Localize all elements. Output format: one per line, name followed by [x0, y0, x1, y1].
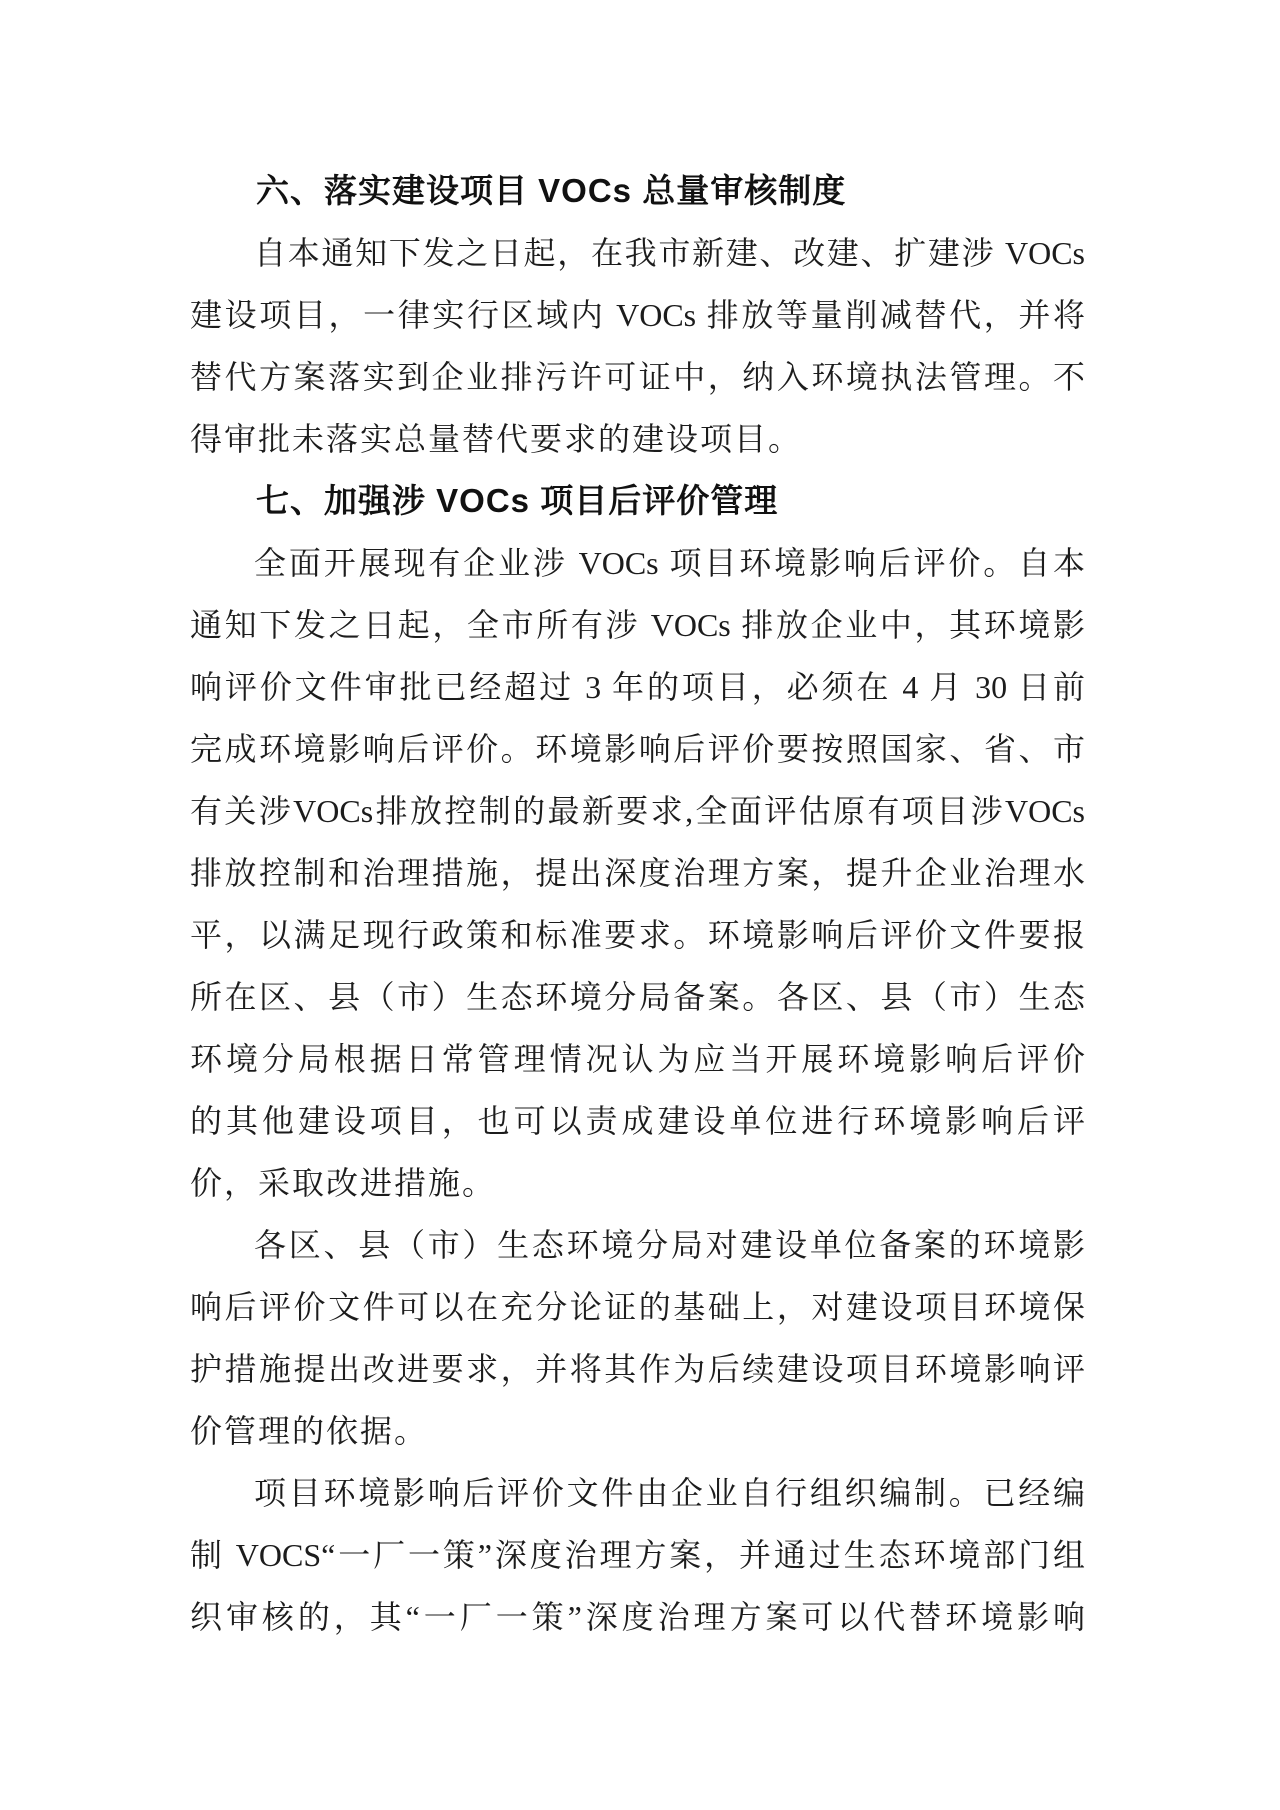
text-line: 响评价文件审批已经超过 3 年的项目，必须在 4 月 30 日前	[190, 669, 1085, 705]
text-line: 自本通知下发之日起，在我市新建、改建、扩建涉 VOCs	[254, 235, 1085, 271]
text-line: 价，采取改进措施。	[190, 1165, 497, 1201]
text-line: 项目环境影响后评价文件由企业自行组织编制。已经编	[254, 1475, 1085, 1511]
text-line: 环境分局根据日常管理情况认为应当开展环境影响后评价	[190, 1041, 1085, 1077]
text-line: 替代方案落实到企业排污许可证中，纳入环境执法管理。不	[190, 359, 1085, 395]
text-line: 平，以满足现行政策和标准要求。环境影响后评价文件要报	[190, 917, 1085, 953]
text-line: 全面开展现有企业涉 VOCs 项目环境影响后评价。自本	[254, 545, 1085, 581]
text-line: 制 VOCS“一厂一策”深度治理方案，并通过生态环境部门组	[190, 1537, 1085, 1573]
text-line: 建设项目，一律实行区域内 VOCs 排放等量削减替代，并将	[190, 297, 1085, 333]
text-line: 护措施提出改进要求，并将其作为后续建设项目环境影响评	[190, 1351, 1085, 1387]
section-heading-7: 七、加强涉 VOCs 项目后评价管理	[256, 482, 779, 519]
text-line: 完成环境影响后评价。环境影响后评价要按照国家、省、市	[190, 731, 1085, 767]
text-line: 得审批未落实总量替代要求的建设项目。	[190, 421, 803, 457]
text-line: 排放控制和治理措施，提出深度治理方案，提升企业治理水	[190, 855, 1085, 891]
text-line: 所在区、县（市）生态环境分局备案。各区、县（市）生态	[190, 979, 1085, 1015]
text-line: 的其他建设项目，也可以责成建设单位进行环境影响后评	[190, 1103, 1085, 1139]
text-line: 通知下发之日起，全市所有涉 VOCs 排放企业中，其环境影	[190, 607, 1085, 643]
text-line: 各区、县（市）生态环境分局对建设单位备案的环境影	[254, 1227, 1085, 1263]
text-line: 织审核的，其“一厂一策”深度治理方案可以代替环境影响	[190, 1599, 1085, 1635]
text-line: 有关涉VOCs排放控制的最新要求,全面评估原有项目涉VOCs	[190, 793, 1085, 829]
text-line: 价管理的依据。	[190, 1413, 429, 1449]
text-line: 响后评价文件可以在充分论证的基础上，对建设项目环境保	[190, 1289, 1085, 1325]
section-heading-6: 六、落实建设项目 VOCs 总量审核制度	[256, 172, 847, 209]
